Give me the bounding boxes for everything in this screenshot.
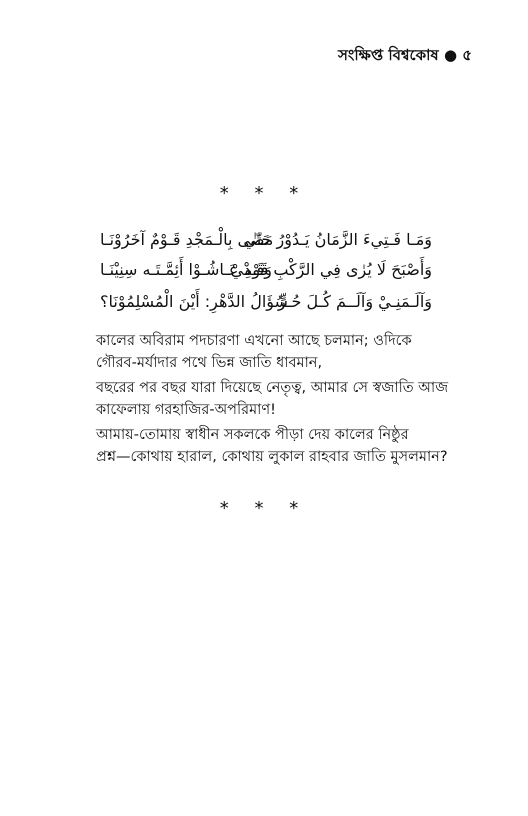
separator-stars-top: * * * — [219, 183, 309, 204]
running-title: সংক্ষিপ্ত বিশ্বকোষ — [338, 46, 439, 64]
arabic-verse-1-right: وَمَـا فَـتِيءَ الزَّمَانُ يَـدُوْرُ حَتّٰي — [243, 230, 432, 249]
arabic-verse-3-left: سُؤَالُ الدَّهْرِ: أَيْنَ الْمُسْلِمُوْنَا؟ — [100, 292, 288, 311]
running-header — [338, 44, 472, 69]
header-bullet: ● — [443, 46, 458, 64]
arabic-verse-2-right: وَأَصْبَحَ لَا يُرٰى فِي الرَّكْبِ قَوْمِيْ — [230, 260, 432, 279]
bengali-paragraph-1 — [96, 330, 434, 374]
paragraph-line: প্রশ্ন—কোথায় হারাল, কোথায় লুকাল রাহবার জাতি মুসলমান? — [96, 449, 448, 465]
bengali-paragraph-2 — [96, 377, 449, 421]
paragraph-line: কাফেলায় গরহাজির-অপরিমাণ! — [96, 402, 276, 418]
arabic-verse-3-right: وَآلَـمَنِـيْ وَآلَــمَ كُـلَ حُـرٍّ — [278, 292, 432, 311]
page-number: ৫ — [462, 46, 472, 64]
arabic-verse-2-left: وَقَـدْ عَـاشُـوْا أَئِمَّـتَـه سِنِيْنَـا — [100, 260, 273, 279]
paragraph-line: বছরের পর বছর যারা দিয়েছে নেতৃত্ব, আমার সে স্বজাতি আজ — [96, 380, 449, 396]
paragraph-line: আমায়-তোমায় স্বাধীন সকলকে পীড়া দেয় কালের নিষ্ঠুর — [96, 427, 409, 443]
arabic-verse-1-left: مَضٰى بِالْـمَجْدِ قَـوْمٌ آخَرُوْنَـا — [100, 230, 274, 249]
separator-stars-bottom: * * * — [219, 498, 309, 519]
paragraph-line: কালের অবিরাম পদচারণা এখনো আছে চলমান; ওদিকে — [96, 333, 412, 349]
bengali-paragraph-3 — [96, 424, 448, 468]
paragraph-line: গৌরব-মর্যাদার পথে ভিন্ন জাতি ধাবমান, — [96, 355, 323, 371]
